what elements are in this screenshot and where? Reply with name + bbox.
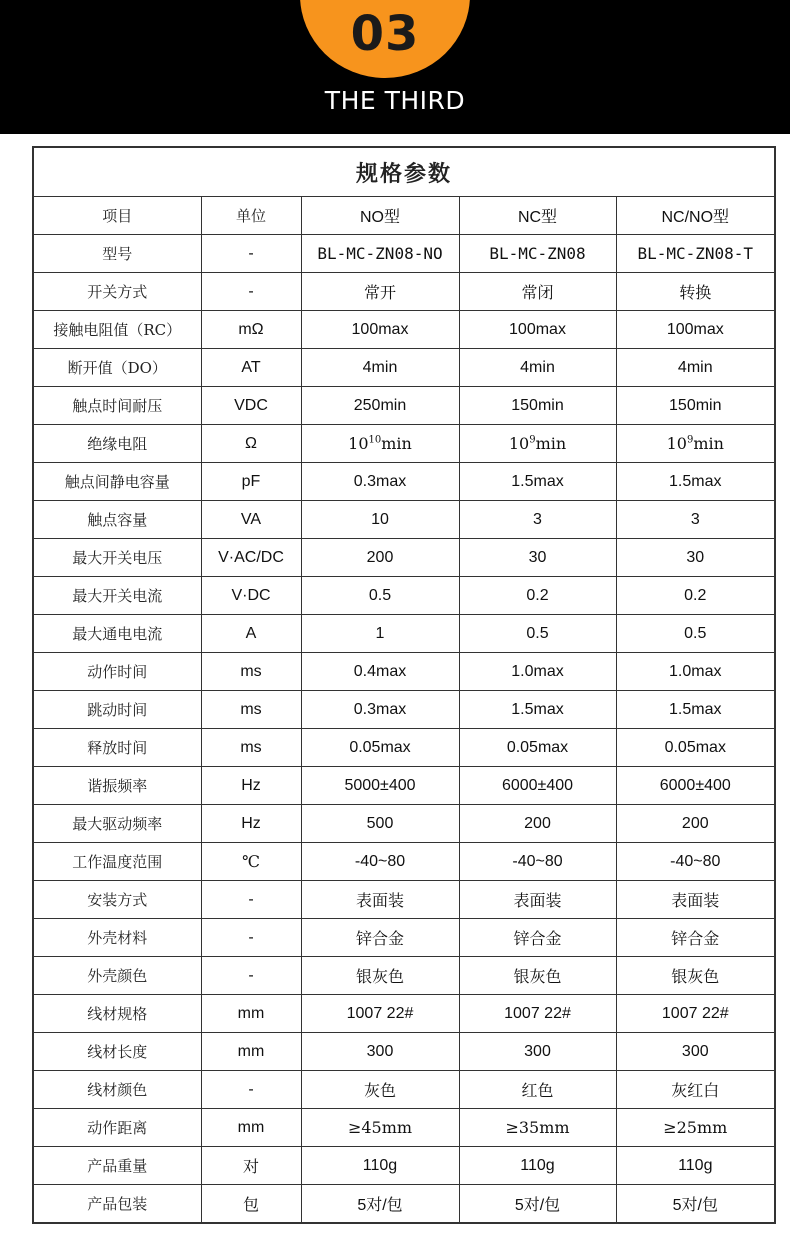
table-row bbox=[33, 349, 775, 387]
table-title: 规格参数 bbox=[33, 147, 775, 197]
spec-unit: ms bbox=[201, 729, 301, 767]
spec-value: 1 bbox=[301, 615, 459, 653]
column-header-nc: NC型 bbox=[459, 197, 616, 235]
spec-value: 1007 22# bbox=[301, 995, 459, 1033]
spec-unit: ms bbox=[201, 653, 301, 691]
spec-name: 外壳材料 bbox=[33, 919, 201, 957]
spec-value: 1007 22# bbox=[616, 995, 775, 1033]
spec-value: 4min bbox=[616, 349, 775, 387]
column-header-nc-no: NC/NO型 bbox=[616, 197, 775, 235]
spec-value: 110g bbox=[301, 1147, 459, 1185]
spec-value: 150min bbox=[616, 387, 775, 425]
spec-value: 3 bbox=[459, 501, 616, 539]
spec-unit: - bbox=[201, 273, 301, 311]
spec-name: 安装方式 bbox=[33, 881, 201, 919]
header-banner bbox=[0, 0, 790, 134]
spec-value: 150min bbox=[459, 387, 616, 425]
spec-value: 红色 bbox=[459, 1071, 616, 1109]
spec-value: 0.3max bbox=[301, 463, 459, 501]
table-row bbox=[33, 995, 775, 1033]
spec-name: 触点时间耐压 bbox=[33, 387, 201, 425]
spec-name: 释放时间 bbox=[33, 729, 201, 767]
spec-unit: - bbox=[201, 881, 301, 919]
table-title-row bbox=[33, 147, 775, 197]
spec-value: $10^9\min$ bbox=[459, 425, 616, 463]
exponent: 9 bbox=[686, 434, 694, 446]
spec-unit: 对 bbox=[201, 1147, 301, 1185]
spec-value: 500 bbox=[301, 805, 459, 843]
spec-value: 110g bbox=[459, 1147, 616, 1185]
spec-name: 触点容量 bbox=[33, 501, 201, 539]
table-row bbox=[33, 957, 775, 995]
spec-value: 100max bbox=[616, 311, 775, 349]
spec-name: 最大通电电流 bbox=[33, 615, 201, 653]
spec-unit: VA bbox=[201, 501, 301, 539]
spec-unit: Hz bbox=[201, 767, 301, 805]
spec-name: 动作距离 bbox=[33, 1109, 201, 1147]
spec-name: 线材颜色 bbox=[33, 1071, 201, 1109]
table-row bbox=[33, 235, 775, 273]
table-row bbox=[33, 767, 775, 805]
spec-name: 绝缘电阻 bbox=[33, 425, 201, 463]
spec-value: 5对/包 bbox=[301, 1185, 459, 1224]
spec-value: 5000±400 bbox=[301, 767, 459, 805]
spec-unit: - bbox=[201, 1071, 301, 1109]
spec-value: 200 bbox=[616, 805, 775, 843]
spec-unit: mm bbox=[201, 995, 301, 1033]
section-number: 03 bbox=[350, 6, 420, 62]
table-row bbox=[33, 501, 775, 539]
spec-name: 最大开关电压 bbox=[33, 539, 201, 577]
spec-unit: ms bbox=[201, 691, 301, 729]
spec-value: 0.05max bbox=[616, 729, 775, 767]
spec-value: 3 bbox=[616, 501, 775, 539]
spec-unit: - bbox=[201, 235, 301, 273]
spec-value: 4min bbox=[459, 349, 616, 387]
spec-unit: - bbox=[201, 919, 301, 957]
spec-value: 6000±400 bbox=[616, 767, 775, 805]
spec-value: 表面装 bbox=[616, 881, 775, 919]
spec-value: 锌合金 bbox=[301, 919, 459, 957]
table-row bbox=[33, 273, 775, 311]
table-row bbox=[33, 539, 775, 577]
spec-name: 动作时间 bbox=[33, 653, 201, 691]
table-row bbox=[33, 729, 775, 767]
spec-value: 10 bbox=[301, 501, 459, 539]
spec-value: 300 bbox=[459, 1033, 616, 1071]
spec-value: -40~80 bbox=[459, 843, 616, 881]
spec-value: 银灰色 bbox=[459, 957, 616, 995]
spec-value: 0.3max bbox=[301, 691, 459, 729]
spec-value: ≥45mm bbox=[301, 1109, 459, 1147]
spec-name: 跳动时间 bbox=[33, 691, 201, 729]
table-row bbox=[33, 1033, 775, 1071]
spec-unit: VDC bbox=[201, 387, 301, 425]
table-row bbox=[33, 311, 775, 349]
spec-value: 常闭 bbox=[459, 273, 616, 311]
spec-value: -40~80 bbox=[616, 843, 775, 881]
section-subtitle: THE THIRD bbox=[324, 86, 466, 115]
spec-value: 银灰色 bbox=[616, 957, 775, 995]
spec-unit: A bbox=[201, 615, 301, 653]
spec-unit: mΩ bbox=[201, 311, 301, 349]
table-row bbox=[33, 653, 775, 691]
spec-unit: mm bbox=[201, 1033, 301, 1071]
spec-name: 工作温度范围 bbox=[33, 843, 201, 881]
spec-unit: Ω bbox=[201, 425, 301, 463]
spec-value: 250min bbox=[301, 387, 459, 425]
table-row bbox=[33, 691, 775, 729]
spec-name: 外壳颜色 bbox=[33, 957, 201, 995]
table-row bbox=[33, 881, 775, 919]
spec-value: 表面装 bbox=[459, 881, 616, 919]
spec-value: 0.05max bbox=[459, 729, 616, 767]
spec-name: 产品重量 bbox=[33, 1147, 201, 1185]
spec-value: 300 bbox=[616, 1033, 775, 1071]
table-row bbox=[33, 919, 775, 957]
spec-name: 接触电阻值（RC） bbox=[33, 311, 201, 349]
spec-value: 灰红白 bbox=[616, 1071, 775, 1109]
spec-value: 0.5 bbox=[459, 615, 616, 653]
column-header-no: NO型 bbox=[301, 197, 459, 235]
spec-value: 5对/包 bbox=[459, 1185, 616, 1224]
spec-value: 1.0max bbox=[459, 653, 616, 691]
table-row bbox=[33, 577, 775, 615]
spec-value: 30 bbox=[459, 539, 616, 577]
spec-table bbox=[32, 146, 776, 1224]
spec-value: BL-MC-ZN08-T bbox=[616, 235, 775, 273]
spec-name: 型号 bbox=[33, 235, 201, 273]
table-header-row bbox=[33, 197, 775, 235]
spec-unit: V·DC bbox=[201, 577, 301, 615]
spec-name: 触点间静电容量 bbox=[33, 463, 201, 501]
spec-unit: 包 bbox=[201, 1185, 301, 1224]
spec-value: 200 bbox=[301, 539, 459, 577]
spec-value: 100max bbox=[301, 311, 459, 349]
spec-unit: - bbox=[201, 957, 301, 995]
table-row bbox=[33, 1109, 775, 1147]
spec-value: 1.0max bbox=[616, 653, 775, 691]
table-row bbox=[33, 843, 775, 881]
table-row bbox=[33, 463, 775, 501]
spec-value: 0.4max bbox=[301, 653, 459, 691]
spec-name: 开关方式 bbox=[33, 273, 201, 311]
spec-value: 0.5 bbox=[301, 577, 459, 615]
table-row bbox=[33, 425, 775, 463]
spec-value: BL-MC-ZN08-NO bbox=[301, 235, 459, 273]
table-row bbox=[33, 1185, 775, 1224]
table-row bbox=[33, 615, 775, 653]
spec-value: -40~80 bbox=[301, 843, 459, 881]
spec-value: 4min bbox=[301, 349, 459, 387]
spec-value: 110g bbox=[616, 1147, 775, 1185]
spec-value: 表面装 bbox=[301, 881, 459, 919]
spec-name: 线材规格 bbox=[33, 995, 201, 1033]
spec-value: ≥25mm bbox=[616, 1109, 775, 1147]
spec-value: 转换 bbox=[616, 273, 775, 311]
spec-name: 谐振频率 bbox=[33, 767, 201, 805]
table-row bbox=[33, 387, 775, 425]
spec-value: ≥35mm bbox=[459, 1109, 616, 1147]
spec-name: 最大开关电流 bbox=[33, 577, 201, 615]
spec-name: 断开值（DO） bbox=[33, 349, 201, 387]
spec-value: 1.5max bbox=[616, 691, 775, 729]
spec-value: 0.05max bbox=[301, 729, 459, 767]
spec-value: 300 bbox=[301, 1033, 459, 1071]
spec-value: 1.5max bbox=[616, 463, 775, 501]
spec-value: 200 bbox=[459, 805, 616, 843]
spec-unit: AT bbox=[201, 349, 301, 387]
spec-value: $10^9\min$ bbox=[616, 425, 775, 463]
spec-value: 1007 22# bbox=[459, 995, 616, 1033]
spec-name: 最大驱动频率 bbox=[33, 805, 201, 843]
spec-value: 锌合金 bbox=[459, 919, 616, 957]
spec-unit: Hz bbox=[201, 805, 301, 843]
spec-value: 0.2 bbox=[616, 577, 775, 615]
spec-value: 5对/包 bbox=[616, 1185, 775, 1224]
spec-name: 线材长度 bbox=[33, 1033, 201, 1071]
spec-unit: ℃ bbox=[201, 843, 301, 881]
spec-value: 6000±400 bbox=[459, 767, 616, 805]
spec-value: 0.5 bbox=[616, 615, 775, 653]
column-header-unit: 单位 bbox=[201, 197, 301, 235]
spec-value: 0.2 bbox=[459, 577, 616, 615]
spec-value: 30 bbox=[616, 539, 775, 577]
spec-name: 产品包装 bbox=[33, 1185, 201, 1224]
spec-value: 1.5max bbox=[459, 691, 616, 729]
spec-value: 灰色 bbox=[301, 1071, 459, 1109]
spec-value: BL-MC-ZN08 bbox=[459, 235, 616, 273]
exponent: 10 bbox=[368, 434, 382, 446]
spec-value: 1.5max bbox=[459, 463, 616, 501]
spec-value: 锌合金 bbox=[616, 919, 775, 957]
exponent: 9 bbox=[529, 434, 536, 446]
table-row bbox=[33, 805, 775, 843]
spec-value: $10^{10}\min$ bbox=[301, 425, 459, 463]
spec-unit: V·AC/DC bbox=[201, 539, 301, 577]
spec-value: 100max bbox=[459, 311, 616, 349]
table-row bbox=[33, 1071, 775, 1109]
spec-value: 银灰色 bbox=[301, 957, 459, 995]
column-header-item: 项目 bbox=[33, 197, 201, 235]
spec-table-body bbox=[33, 235, 775, 1224]
spec-unit: mm bbox=[201, 1109, 301, 1147]
spec-value: 常开 bbox=[301, 273, 459, 311]
table-row bbox=[33, 1147, 775, 1185]
spec-unit: pF bbox=[201, 463, 301, 501]
